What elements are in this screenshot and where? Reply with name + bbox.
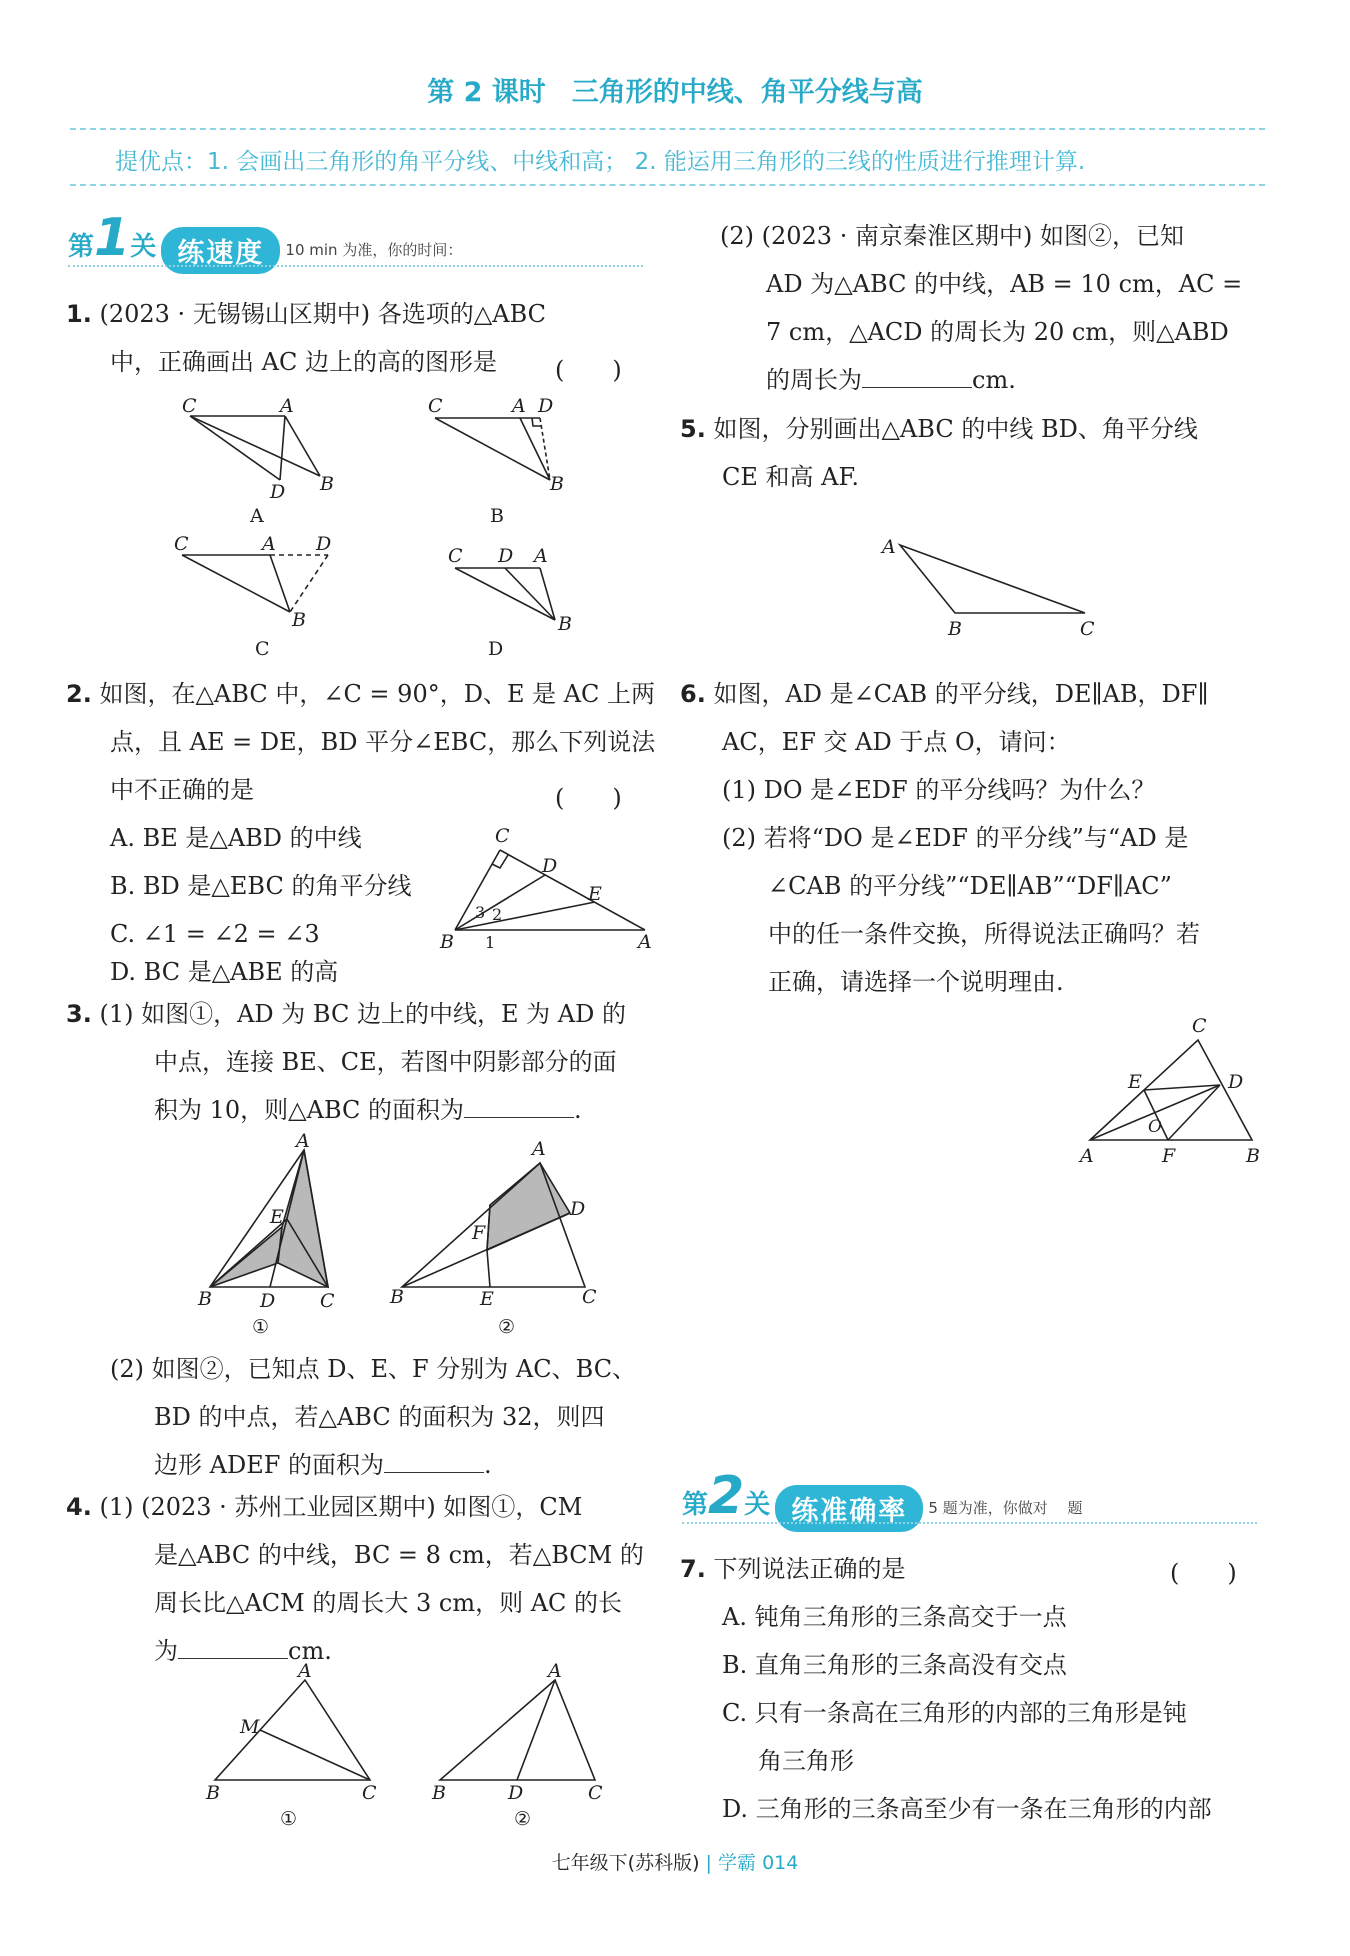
q4-part1-unit: cm.: [288, 1637, 332, 1665]
q6-subquestion-2-line3: 中的任一条件交换，所得说法正确吗？若: [768, 920, 1200, 948]
q5-text-line1: 如图，分别画出△ABC 的中线 BD、角平分线: [713, 415, 1198, 443]
section1-time-note: 10 min 为准，你的时间：: [285, 241, 463, 259]
section2-number: 2: [708, 1466, 745, 1526]
q1-figure-d: [448, 545, 572, 660]
q7-option-c-line2[interactable]: 角三角形: [758, 1747, 854, 1775]
q3-part2-line1: (2) 如图②，已知点 D、E、F 分别为 AC、BC、: [110, 1355, 637, 1383]
section2-score-note: 5 题为准，你做对 题: [928, 1499, 1083, 1517]
q4-part2-line4: 的周长为: [766, 366, 862, 394]
svg-text:C: C: [428, 395, 443, 417]
q3-part2-line2: BD 的中点，若△ABC 的面积为 32，则四: [154, 1403, 605, 1431]
q2-number: 2.: [66, 680, 92, 708]
q1-figure-b: [428, 395, 564, 527]
q2-text-line2: 点，且 AE = DE，BD 平分∠EBC，那么下列说法: [110, 728, 656, 756]
svg-text:D: D: [1228, 1071, 1244, 1093]
svg-text:A: A: [1080, 1145, 1094, 1167]
page-number: 014: [762, 1852, 799, 1874]
svg-text:B: B: [558, 613, 572, 635]
question-3-part2: (2) 如图②，已知点 D、E、F 分别为 AC、BC、 BD 的中点，若△ABC 的面积为 32，则四 边形 ADEF 的面积为 .: [66, 1345, 666, 1489]
q1-option-c-caption: C: [255, 638, 270, 660]
q3-figure-1: [197, 1130, 335, 1338]
svg-text:C: C: [182, 395, 197, 417]
q6-text-line2: AC，EF 交 AD 于点 O，请问：: [722, 728, 1071, 756]
q2-option-c[interactable]: C. ∠1 = ∠2 = ∠3: [110, 920, 320, 948]
lesson-topic: 三角形的中线、角平分线与高: [571, 77, 923, 108]
svg-text:F: F: [472, 1222, 486, 1244]
svg-text:C: C: [320, 1290, 335, 1312]
section1-guan: 关: [130, 232, 157, 262]
svg-text:D: D: [542, 855, 558, 877]
header-divider-top: [70, 128, 1265, 130]
svg-text:2: 2: [492, 905, 503, 924]
q1-number: 1.: [66, 300, 92, 328]
footer-brand: 学霸: [718, 1852, 757, 1874]
svg-text:C: C: [1080, 618, 1095, 640]
q2-option-a[interactable]: A. BE 是△ABD 的中线: [110, 824, 362, 852]
svg-text:C: C: [362, 1782, 377, 1804]
section1-divider: [68, 265, 643, 267]
q5-figure: [870, 525, 1110, 645]
q1-answer-paren[interactable]: ( ): [555, 356, 622, 384]
q4-number: 4.: [66, 1493, 92, 1521]
question-4: [66, 1483, 666, 1675]
q4-part2-blank[interactable]: [862, 361, 972, 388]
svg-text:F: F: [1162, 1145, 1176, 1167]
footer-separator: |: [705, 1852, 712, 1874]
svg-text:B: B: [198, 1288, 212, 1310]
section1-label: 练速度: [161, 227, 280, 274]
q3-figure1-caption: ①: [252, 1316, 270, 1338]
q1-option-d-caption: D: [488, 638, 504, 660]
svg-text:A: A: [280, 395, 294, 417]
svg-text:A: A: [512, 395, 526, 417]
svg-text:D: D: [538, 395, 554, 417]
q4-figure-1: [205, 1660, 377, 1830]
q4-part2-line2: AD 为△ABC 的中线，AB = 10 cm，AC =: [766, 270, 1243, 298]
svg-text:A: A: [298, 1660, 312, 1682]
q3-figure-2: [389, 1138, 597, 1338]
q6-subquestion-2-line4: 正确，请选择一个说明理由.: [768, 968, 1064, 996]
q2-text-line1: 如图，在△ABC 中，∠C = 90°，D、E 是 AC 上两: [99, 680, 656, 708]
q3-part2-line3: 边形 ADEF 的面积为: [154, 1451, 385, 1479]
q2-figure: [430, 820, 650, 960]
q7-option-a[interactable]: A. 钝角三角形的三条高交于一点: [722, 1603, 1067, 1631]
section2-di: 第: [682, 1490, 709, 1520]
svg-text:O: O: [1148, 1117, 1162, 1137]
q7-option-b[interactable]: B. 直角三角形的三条高没有交点: [722, 1651, 1067, 1679]
lesson-number: 第 2 课时: [427, 77, 546, 108]
q2-text-line3: 中不正确的是: [110, 776, 254, 804]
q3-part1-line1: (1) 如图①，AD 为 BC 边上的中线，E 为 AD 的: [99, 1000, 626, 1028]
q7-number: 7.: [680, 1555, 706, 1583]
question-7: [680, 1545, 1280, 1833]
q4-figures: [190, 1660, 630, 1830]
q4-part2-unit: cm.: [972, 366, 1016, 394]
svg-text:C: C: [582, 1286, 597, 1308]
section2-label: 练准确率: [775, 1485, 923, 1532]
svg-text:C: C: [174, 533, 189, 555]
svg-text:M: M: [240, 1716, 260, 1738]
svg-text:A: A: [882, 536, 896, 558]
q4-part2-line1: (2) (2023 · 南京秦淮区期中) 如图②，已知: [720, 222, 1184, 250]
svg-text:A: A: [548, 1660, 562, 1682]
svg-text:D: D: [316, 533, 332, 555]
header-divider-bottom: [70, 184, 1265, 186]
svg-text:A: A: [638, 931, 652, 953]
q1-option-b-caption: B: [490, 505, 504, 527]
svg-text:D: D: [570, 1198, 586, 1220]
q3-part1-line2: 中点，连接 BE、CE，若图中阴影部分的面: [154, 1048, 617, 1076]
q1-option-a-caption: A: [250, 505, 264, 527]
page-footer: [0, 1848, 1350, 1875]
q1-figures: [160, 390, 620, 670]
q3-part2-blank[interactable]: [384, 1446, 484, 1473]
svg-text:E: E: [1128, 1071, 1142, 1093]
q4-part1-blank[interactable]: [178, 1632, 288, 1659]
q3-part1-blank[interactable]: [464, 1091, 574, 1118]
q7-text: 下列说法正确的是: [713, 1555, 906, 1583]
svg-text:D: D: [498, 545, 514, 567]
q4-part1-line4: 为: [154, 1637, 178, 1665]
svg-text:B: B: [206, 1782, 220, 1804]
q7-option-c-line1[interactable]: C. 只有一条高在三角形的内部的三角形是钝: [722, 1699, 1187, 1727]
q1-text-line2: 中，正确画出 AC 边上的高的图形是: [110, 348, 497, 376]
question-5: [680, 405, 1280, 501]
q3-figures: [190, 1130, 630, 1350]
svg-text:A: A: [532, 1138, 546, 1160]
q4-part1-line2: 是△ABC 的中线，BC = 8 cm，若△BCM 的: [154, 1541, 644, 1569]
lesson-title: [0, 70, 1350, 109]
q6-text-line1: 如图，AD 是∠CAB 的平分线，DE∥AB，DF∥: [713, 680, 1209, 708]
q5-number: 5.: [680, 415, 706, 443]
section1-number: 1: [94, 208, 131, 268]
footer-grade: 七年级下(苏科版): [551, 1852, 700, 1874]
q4-figure-2: [431, 1660, 603, 1830]
svg-text:E: E: [480, 1288, 494, 1310]
section2-guan: 关: [744, 1490, 771, 1520]
q1-figure-a: [182, 395, 334, 527]
section1-di: 第: [68, 232, 95, 262]
svg-text:B: B: [320, 473, 334, 495]
q2-answer-paren[interactable]: ( ): [555, 784, 622, 812]
svg-text:B: B: [390, 1286, 404, 1308]
q4-figure1-caption: ①: [280, 1808, 298, 1830]
svg-text:E: E: [270, 1206, 284, 1228]
question-4-part2: [720, 212, 1280, 404]
learning-tips: 提优点：1. 会画出三角形的角平分线、中线和高； 2. 能运用三角形的三线的性质进行推理计算.: [115, 149, 1086, 175]
svg-text:A: A: [262, 533, 276, 555]
q7-answer-paren[interactable]: ( ): [1170, 1559, 1237, 1587]
svg-text:A: A: [296, 1130, 310, 1152]
q4-figure2-caption: ②: [514, 1808, 532, 1830]
svg-text:B: B: [550, 473, 564, 495]
q6-figure: [1070, 1010, 1270, 1180]
svg-text:C: C: [495, 825, 510, 847]
svg-text:E: E: [588, 883, 602, 905]
svg-text:B: B: [948, 618, 962, 640]
q1-text-line1: (2023 · 无锡锡山区期中) 各选项的△ABC: [99, 300, 547, 328]
q3-number: 3.: [66, 1000, 92, 1028]
q6-subquestion-1: (1) DO 是∠EDF 的平分线吗？为什么？: [722, 776, 1156, 804]
q7-option-d[interactable]: D. 三角形的三条高至少有一条在三角形的内部: [722, 1795, 1212, 1823]
svg-text:B: B: [432, 1782, 446, 1804]
svg-text:D: D: [270, 481, 286, 503]
svg-text:A: A: [534, 545, 548, 567]
q4-part1-line3: 周长比△ACM 的周长大 3 cm，则 AC 的长: [154, 1589, 623, 1617]
svg-text:C: C: [448, 545, 463, 567]
svg-text:D: D: [508, 1782, 524, 1804]
svg-text:B: B: [292, 609, 306, 631]
q6-number: 6.: [680, 680, 706, 708]
question-3: 3. (1) 如图①，AD 为 BC 边上的中线，E 为 AD 的 中点，连接 BE、CE，若图中阴影部分的面 积为 10，则△ABC 的面积为 .: [66, 990, 666, 1134]
section2-divider: [682, 1522, 1257, 1524]
q3-figure2-caption: ②: [498, 1316, 516, 1338]
q3-part1-line3: 积为 10，则△ABC 的面积为: [154, 1096, 465, 1124]
svg-text:C: C: [1192, 1015, 1207, 1037]
svg-text:3: 3: [475, 903, 486, 922]
svg-text:D: D: [260, 1290, 276, 1312]
svg-text:B: B: [440, 931, 454, 953]
q6-subquestion-2-line2: ∠CAB 的平分线”“DE∥AB”“DF∥AC”: [768, 872, 1172, 900]
question-6: [680, 670, 1280, 1006]
svg-text:B: B: [1246, 1145, 1260, 1167]
svg-text:C: C: [588, 1782, 603, 1804]
q6-subquestion-2-line1: (2) 若将“DO 是∠EDF 的平分线”与“AD 是: [722, 824, 1189, 852]
q5-text-line2: CE 和高 AF.: [722, 463, 860, 491]
q1-figure-c: [174, 533, 331, 660]
q2-option-d[interactable]: D. BC 是△ABE 的高: [110, 958, 339, 986]
q4-part2-line3: 7 cm，△ACD 的周长为 20 cm，则△ABD: [766, 318, 1229, 346]
svg-text:1: 1: [485, 933, 496, 952]
q4-part1-line1: (1) (2023 · 苏州工业园区期中) 如图①，CM: [99, 1493, 583, 1521]
q2-option-b[interactable]: B. BD 是△EBC 的角平分线: [110, 872, 412, 900]
